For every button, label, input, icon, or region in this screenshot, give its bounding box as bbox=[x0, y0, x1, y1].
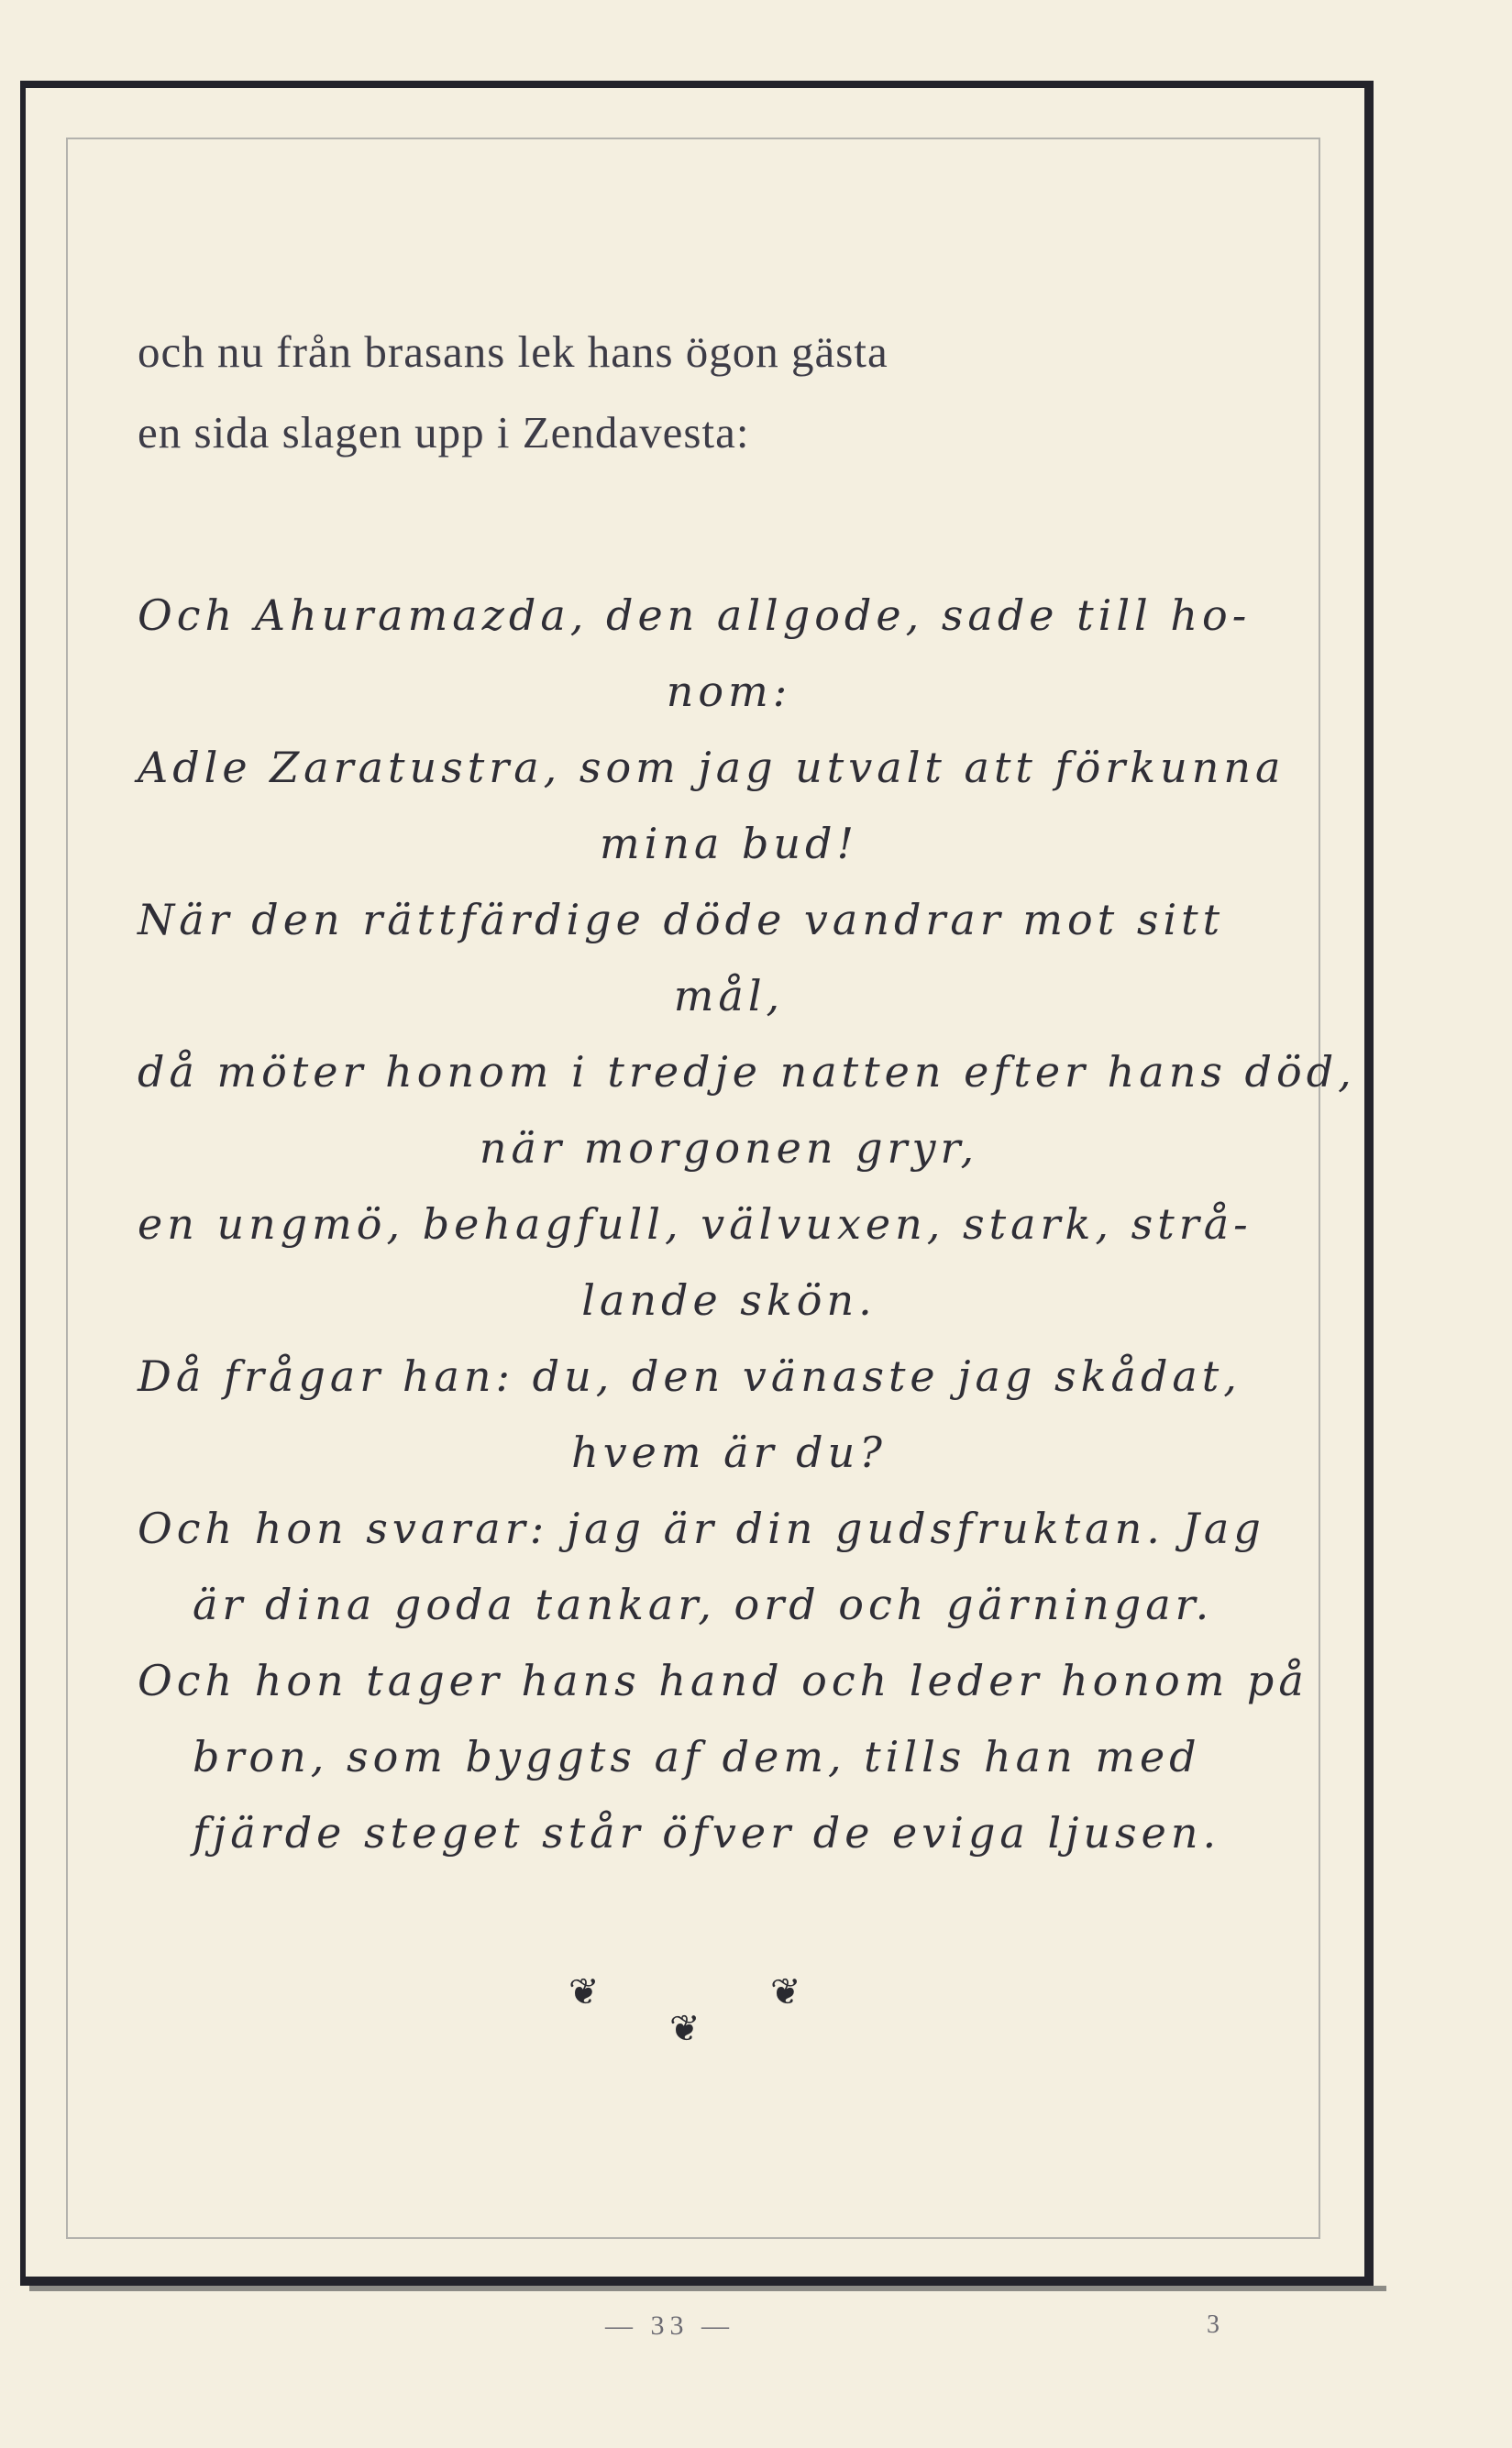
ornament-icon: ❦ bbox=[568, 1971, 600, 2013]
verse-line: lande skön. bbox=[581, 1275, 877, 1325]
intro-text bbox=[138, 312, 1220, 473]
verse-line: Och hon svarar: jag är din gudsfruktan. Jag bbox=[138, 1504, 1265, 1553]
verse-line: Adle Zaratustra, som jag utvalt att förkunna bbox=[138, 743, 1286, 792]
verse-line: Och hon tager hans hand och leder honom på bbox=[138, 1656, 1308, 1705]
verse-line: När den rättfärdige döde vandrar mot sitt bbox=[138, 895, 1225, 944]
page-footer bbox=[0, 2310, 1512, 2365]
verse-line: Och Ahuramazda, den allgode, sade till ho- bbox=[138, 590, 1252, 640]
zendavesta-verse bbox=[138, 578, 1356, 1871]
verse-line: fjärde steget står öfver de eviga ljusen. bbox=[193, 1808, 1221, 1858]
verse-line: bron, som byggts af dem, tills han med bbox=[193, 1732, 1201, 1781]
verse-line: är dina goda tankar, ord och gärningar. bbox=[193, 1580, 1214, 1629]
ornament-icon: ❦ bbox=[669, 2008, 701, 2050]
verse-line: mål, bbox=[673, 971, 785, 1020]
intro-line: en sida slagen upp i Zendavesta: bbox=[138, 407, 750, 458]
verse-line: Då frågar han: du, den vänaste jag skådat, bbox=[138, 1351, 1242, 1401]
verse-line: mina bud! bbox=[599, 819, 858, 868]
page-number: — 33 — bbox=[605, 2310, 734, 2341]
ornament-icon: ❦ bbox=[770, 1971, 801, 2013]
verse-line: då möter honom i tredje natten efter hans död, bbox=[138, 1047, 1356, 1097]
verse-line: en ungmö, behagfull, välvuxen, stark, strå- bbox=[138, 1199, 1253, 1249]
page-border-shadow bbox=[29, 2286, 1386, 2291]
ornament-group bbox=[550, 1971, 825, 2054]
signature-mark: 3 bbox=[1207, 2310, 1220, 2339]
intro-line: och nu från brasans lek hans ögon gästa bbox=[138, 326, 888, 377]
verse-line: nom: bbox=[666, 667, 792, 716]
verse-line: när morgonen gryr, bbox=[479, 1123, 979, 1173]
verse-line: hvem är du? bbox=[571, 1428, 887, 1477]
